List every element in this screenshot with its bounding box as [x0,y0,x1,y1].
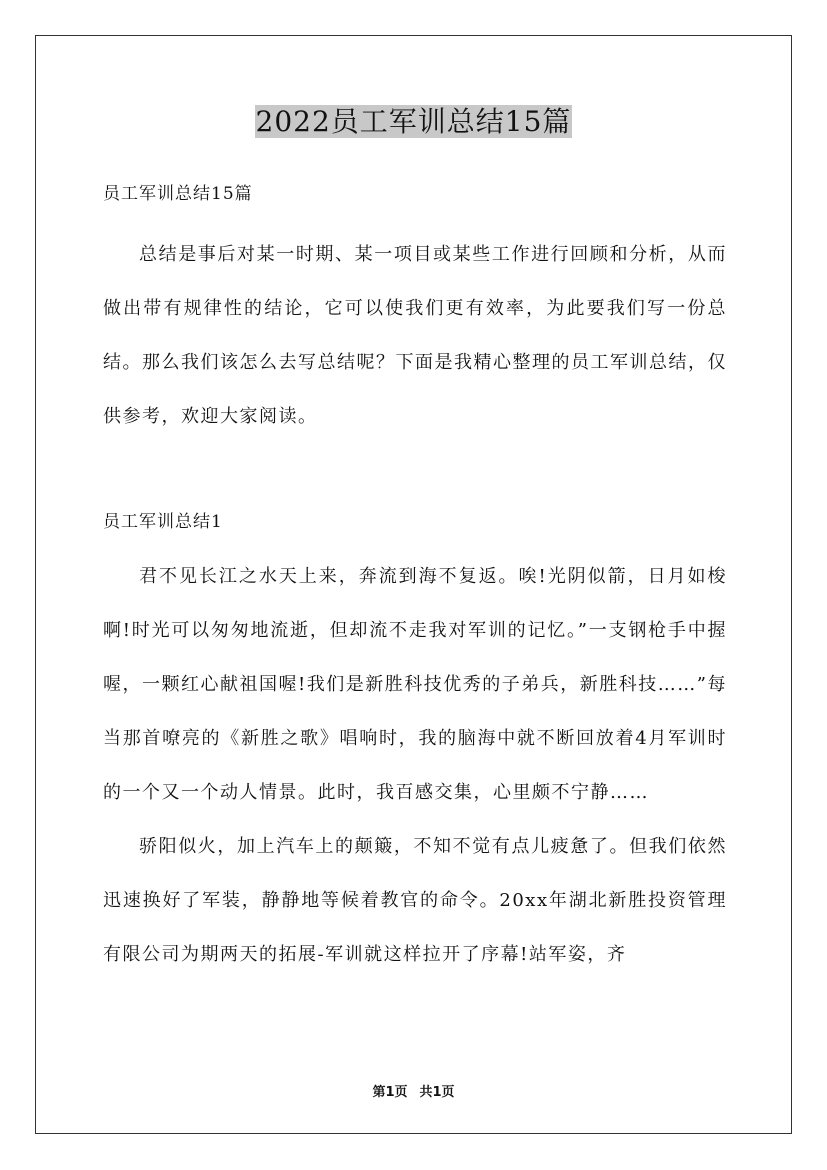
document-title [0,102,827,142]
intro-paragraph: 总结是事后对某一时期、某一项目或某些工作进行回顾和分析，从而做出带有规律性的结论，它可以使我们更有效率，为此要我们写一份总结。那么我们该怎么去写总结呢？下面是我精心整理的员工军训总结，仅供参考，欢迎大家阅读。 [103,244,727,427]
section-1-paragraph-2: 骄阳似火，加上汽车上的颠簸，不知不觉有点儿疲惫了。但我们依然迅速换好了军装，静静地等候着教官的命令。20xx年湖北新胜投资管理有限公司为期两天的拓展-军训就这样拉开了序幕!站军姿，齐 [103,836,727,965]
section-1-body [103,550,727,982]
page-number: 第1页 [372,1085,408,1100]
section-heading-1: 员工军训总结1 [103,512,223,532]
intro-section [103,228,727,444]
document-title-text: 2022员工军训总结15篇 [255,105,572,138]
document-subtitle: 员工军训总结15篇 [103,184,253,204]
page-total: 共1页 [419,1085,455,1100]
document-body [103,176,727,982]
page-footer [0,1084,827,1102]
section-1-paragraph-1: 君不见长江之水天上来，奔流到海不复返。唉!光阴似箭，日月如梭啊!时光可以匆匆地流逝，但却流不走我对军训的记忆。”一支钢枪手中握喔，一颗红心献祖国喔!我们是新胜科技优秀的子弟兵，新胜科技……”每当那首嘹亮的《新胜之歌》唱响时，我的脑海中就不断回放着4月军训时的一个又一个动人情景。此时，我百感交集，心里颇不宁静…… [103,566,727,803]
